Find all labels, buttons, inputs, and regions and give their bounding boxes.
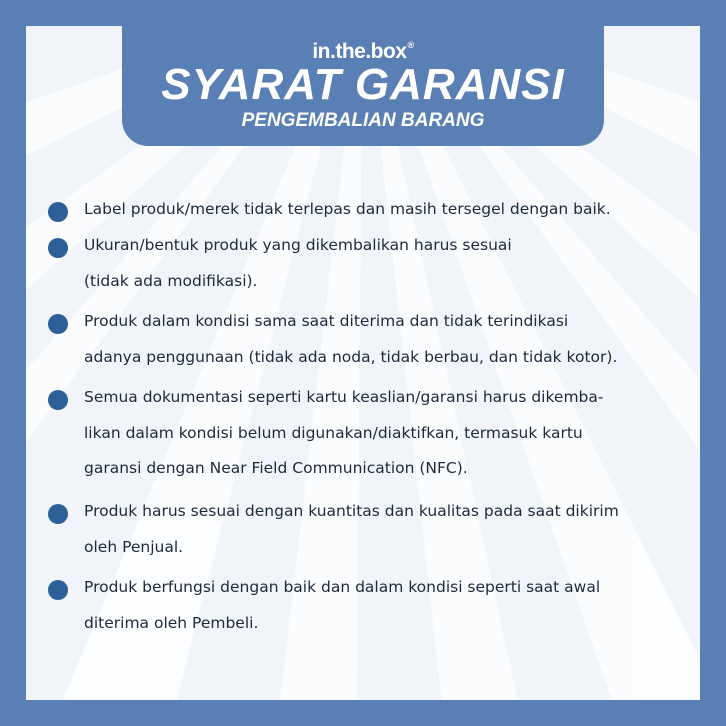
page-title: SYARAT GARANSI (161, 60, 565, 109)
content-card (26, 26, 700, 700)
list-item-text: Label produk/merek tidak terlepas dan masih tersegel dengan baik. (84, 200, 611, 218)
page-subtitle: PENGEMBALIAN BARANG (241, 110, 485, 131)
bullet-icon (48, 504, 68, 524)
list-item-text: Semua dokumentasi seperti kartu keaslian/garansi harus dikemba- likan dalam kondisi belum digunakan/diaktifkan, termasuk kartu garansi dengan Near Field Communication (NFC). (84, 388, 604, 477)
list-item-text: Produk harus sesuai dengan kuantitas dan kualitas pada saat dikirim oleh Penjual. (84, 502, 619, 556)
bullet-icon (48, 580, 68, 600)
terms-list (26, 26, 700, 700)
list-item-text: Ukuran/bentuk produk yang dikembalikan harus sesuai (tidak ada modifikasi). (84, 236, 512, 290)
brand-logo: in.the.box® (312, 40, 414, 63)
bullet-icon (48, 314, 68, 334)
list-item-text: Produk berfungsi dengan baik dan dalam kondisi seperti saat awal diterima oleh Pembeli. (84, 578, 601, 632)
bullet-icon (48, 390, 68, 410)
bullet-icon (48, 202, 68, 222)
bullet-icon (48, 238, 68, 258)
list-item-text: Produk dalam kondisi sama saat diterima dan tidak terindikasi adanya penggunaan (tidak ada noda, tidak berbau, dan tidak kotor). (84, 312, 618, 366)
